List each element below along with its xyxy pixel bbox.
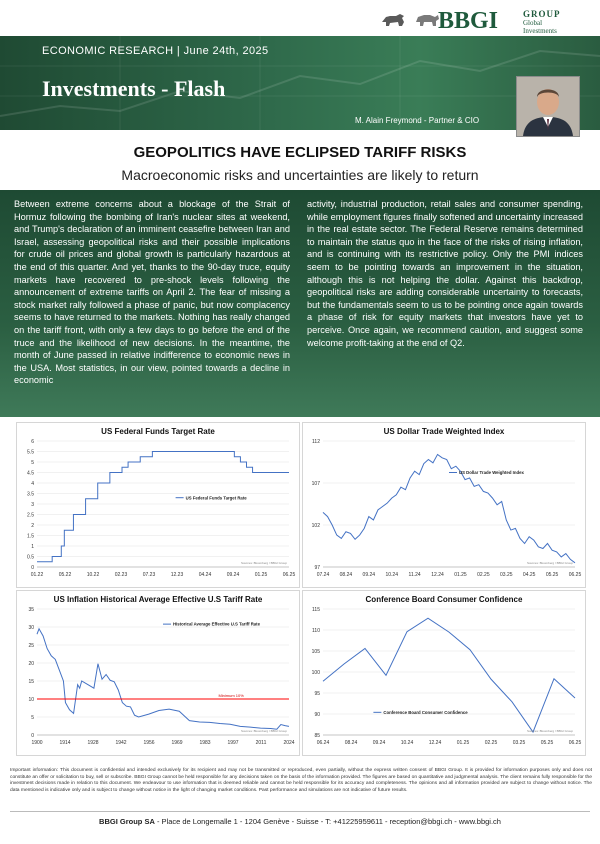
y-tick-label: 1.5 <box>27 533 34 540</box>
header-banner <box>0 36 600 130</box>
x-tick-label: 08.24 <box>339 572 353 578</box>
bull-icon <box>380 12 408 28</box>
x-tick-label: 02.25 <box>484 740 498 746</box>
x-tick-label: 01.25 <box>454 572 467 578</box>
y-tick-label: 2 <box>31 523 34 529</box>
chart-title: US Dollar Trade Weighted Index <box>383 427 505 436</box>
x-tick-label: 10.24 <box>400 740 414 746</box>
author-photo <box>516 76 580 137</box>
x-tick-label: 1997 <box>227 740 239 746</box>
y-tick-label: 97 <box>314 565 320 571</box>
tariff-rate-chart <box>16 590 300 756</box>
chart-title: US Federal Funds Target Rate <box>101 427 215 436</box>
series-line <box>37 629 289 729</box>
x-tick-label: 1969 <box>171 740 183 746</box>
y-tick-label: 105 <box>311 649 320 655</box>
y-tick-label: 100 <box>311 670 320 676</box>
x-tick-label: 05.25 <box>545 572 559 578</box>
legend-label: Conference Board Consumer Confidence <box>383 709 468 715</box>
series-line <box>323 454 575 562</box>
economic-research-label: ECONOMIC RESEARCH | June 24th, 2025 <box>42 45 269 57</box>
chart-svg <box>303 423 585 587</box>
x-tick-label: 10.24 <box>385 572 398 578</box>
legend-label: US Federal Funds Target Rate <box>185 495 247 501</box>
legend-label: Historical Average Effective U.S Tariff Rate <box>173 621 261 627</box>
y-tick-label: 1 <box>31 544 34 550</box>
chart-svg <box>17 423 299 587</box>
x-tick-label: 11.24 <box>408 572 421 578</box>
headline: GEOPOLITICS HAVE ECLIPSED TARIFF RISKS <box>133 144 467 161</box>
y-tick-label: 0.5 <box>27 554 34 561</box>
x-tick-label: 05.25 <box>540 740 554 746</box>
legend-label: US Dollar Trade Weighted Index <box>459 470 524 476</box>
y-tick-label: 3 <box>31 502 34 508</box>
author-label: M. Alain Freymond - Partner & CIO <box>355 116 480 125</box>
x-tick-label: 06.24 <box>316 740 330 746</box>
x-tick-label: 09.24 <box>372 740 386 746</box>
footer-details: - Place de Longemalle 1 - 1204 Genève - Suisse - T: +41225959611 - reception@bbgi.ch - www.bbgi.ch <box>154 817 501 826</box>
x-tick-label: 1983 <box>199 740 211 746</box>
x-tick-label: 07.23 <box>142 572 156 578</box>
logo-wordmark: BBGI <box>438 8 499 34</box>
y-tick-label: 0 <box>31 565 34 571</box>
logo-group-text: GROUP Global Investments <box>523 9 561 35</box>
series-line <box>37 452 289 562</box>
y-tick-label: 15 <box>28 679 34 685</box>
x-tick-label: 1942 <box>115 740 127 746</box>
x-tick-label: 1956 <box>143 740 155 746</box>
y-tick-label: 90 <box>314 712 320 718</box>
x-tick-label: 2011 <box>255 740 267 746</box>
x-tick-label: 03.25 <box>512 740 526 746</box>
x-tick-label: 12.23 <box>170 572 184 578</box>
x-tick-label: 01.25 <box>254 572 268 578</box>
x-tick-label: 01.25 <box>456 740 470 746</box>
series-line <box>323 618 575 732</box>
x-tick-label: 09.24 <box>226 572 240 578</box>
chart-title: US Inflation Historical Average Effective U.S Tariff Rate <box>53 595 263 604</box>
y-tick-label: 30 <box>28 625 34 631</box>
y-tick-label: 5 <box>31 715 34 721</box>
consumer-confidence-chart <box>302 590 586 756</box>
x-tick-label: 06.25 <box>568 572 582 578</box>
x-tick-label: 06.25 <box>282 572 296 578</box>
y-tick-label: 2.5 <box>27 512 34 519</box>
x-tick-label: 03.25 <box>500 572 513 578</box>
footer <box>0 817 600 826</box>
chart-svg <box>303 591 585 755</box>
bear-icon <box>414 10 440 28</box>
footer-divider <box>10 811 590 812</box>
body-column-2: activity, industrial production, retail sales and consumer spending, while employment figures finally softened and uncertainty increased in the real estate sector. The Federal Reserve remains determined to maintain the status quo in the face of the risks of rising inflation, and is continuing with its restrictive policy. Only the PMI indices seem to be pointing towards an improvement in the situation, although this is not helping the dollar. Against this backdrop, geopolitical risks are adding considerable uncertainty to forecasts, but the fundamentals seem to us to be pointing once again towards a phase of risk for equity markets that investors have yet to perceive. Once again, we recommend caution, and suggest some welcome profit-taking at the end of Q2. <box>307 199 583 348</box>
y-tick-label: 95 <box>314 691 320 697</box>
x-tick-label: 08.24 <box>344 740 358 746</box>
x-tick-label: 02.25 <box>477 572 490 578</box>
y-tick-label: 25 <box>28 643 34 649</box>
y-tick-label: 10 <box>28 697 34 703</box>
x-tick-label: 09.24 <box>362 572 376 578</box>
x-tick-label: 04.25 <box>522 572 536 578</box>
y-tick-label: 110 <box>312 628 320 634</box>
y-tick-label: 102 <box>311 523 320 529</box>
x-tick-label: 12.24 <box>431 572 444 578</box>
y-tick-label: 3.5 <box>27 491 34 498</box>
fed-funds-chart <box>16 422 300 588</box>
y-tick-label: 115 <box>312 607 320 613</box>
source-label: Sources: Bloomberg / BBGI Group <box>526 729 573 733</box>
subheadline: Macroeconomic risks and uncertainties are likely to return <box>121 167 479 183</box>
y-tick-label: 4.5 <box>27 470 34 477</box>
y-tick-label: 5 <box>31 460 34 466</box>
x-tick-label: 1914 <box>59 740 71 746</box>
minimum-label: Minimum 10% <box>218 693 244 698</box>
x-tick-label: 01.22 <box>30 572 44 578</box>
source-label: Sources: Bloomberg / BBGI Group <box>240 561 287 565</box>
y-tick-label: 35 <box>28 607 34 613</box>
disclaimer: Important information: This document is confidential and intended exclusively for its recipient and may not be transmitted or reproduced, even partially, without the express written consent of BBGI Group. It is provided for information purposes only and does not constitute an offer or solicitation to buy, sell or subscribe. BBGI Group cannot be held responsible for any decisions taken on the basis of the information provided. The figures are based on quantitative and judgmental analysis. The client remains fully responsible for the investment decisions made in relation to this document. We endeavour to use information that is deemed reliable and cannot be held responsible for its accuracy and completeness. The opinions and all information provided are subject to change without notice. The data mentioned is indicative only and is subject to change without notice in the light of changing market conditions. Past performance and simulations are not indicative of future results. <box>10 768 592 793</box>
y-tick-label: 112 <box>312 439 320 445</box>
x-tick-label: 12.24 <box>428 740 442 746</box>
y-tick-label: 20 <box>28 661 34 667</box>
x-tick-label: 07.24 <box>316 572 330 578</box>
body-column-1: Between extreme concerns about a blockage of the Strait of Hormuz following the bombing of Iran's nuclear sites at weekend, and Trump's declaration of an imminent ceasefire between Iran and Israel, assessing geopolitical risks and their possible implications for crude oil prices and global growth is particularly hazardous at the end of this quarter. And yet, thanks to the 90-day truce, equity markets have recovered to pre-shock levels following the announcement of extreme tariffs on April 2. The fear of missing a stock market rally followed a phase of panic, but now complacency seems to have returned to the markets. Nothing has really changed on the tariff front, with only a few days to go before the end of the truce and the likelihood of new decisions. In the meantime, the month of June passed in relative indifference to economic news in the USA. Most statistics, in our view, pointed towards a decline in economic <box>14 199 290 386</box>
x-tick-label: 04.24 <box>198 572 212 578</box>
chart-svg <box>17 591 299 755</box>
y-tick-label: 0 <box>31 733 34 739</box>
x-tick-label: 10.22 <box>86 572 100 578</box>
footer-company: BBGI Group SA <box>99 817 155 826</box>
y-tick-label: 4 <box>31 481 34 487</box>
x-tick-label: 02.23 <box>114 572 128 578</box>
dollar-index-chart <box>302 422 586 588</box>
y-tick-label: 85 <box>314 733 320 739</box>
x-tick-label: 2024 <box>283 740 295 746</box>
source-label: Sources: Bloomberg / BBGI Group <box>526 561 573 565</box>
y-tick-label: 5.5 <box>27 449 34 456</box>
x-tick-label: 05.22 <box>58 572 72 578</box>
x-tick-label: 1900 <box>31 740 43 746</box>
x-tick-label: 06.25 <box>568 740 582 746</box>
x-tick-label: 1928 <box>87 740 99 746</box>
source-label: Sources: Bloomberg / BBGI Group <box>240 729 287 733</box>
page-title: Investments - Flash <box>42 76 226 101</box>
bbgi-logo <box>380 6 595 36</box>
y-tick-label: 6 <box>31 439 34 445</box>
y-tick-label: 107 <box>311 481 320 487</box>
chart-title: Conference Board Consumer Confidence <box>365 595 523 604</box>
